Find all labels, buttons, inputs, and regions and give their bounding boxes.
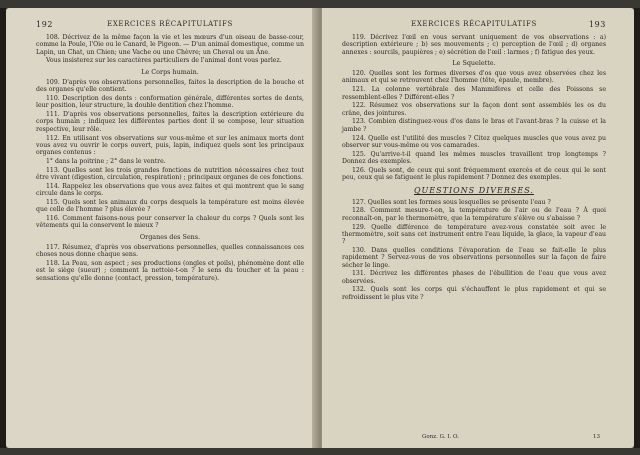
left-page-body <box>36 34 304 282</box>
paragraph: 117. Résumez, d'après vos observations personnelles, quelles connaissances ces choses nous donne chaque sens. <box>36 243 304 259</box>
paragraph: 113. Quelles sont les trois grandes fonctions de nutrition nécessaires chez tout être vivant (digestion, circulation, respiration) ; principaux organes de ces fonctions. <box>36 166 304 182</box>
paragraph: 109. D'après vos observations personnelles, faites la description de la bouche et des organes qu'elle contient. <box>36 78 304 94</box>
book-edge-right <box>634 8 640 448</box>
paragraph: 111. D'après vos observations personnelles, faites la description extérieure du corps humain ; indiquez les différentes parties dont il se compose, leur situation respective, leur rôle. <box>36 111 304 133</box>
paragraph: 121. La colonne vertébrale des Mammifères et celle des Poissons se ressemblent-elles ? Différent-elles ? <box>342 86 606 101</box>
running-head: EXERCICES RÉCAPITULATIFS <box>107 20 233 28</box>
paragraph: 124. Quelle est l'utilité des muscles ? Citez quelques muscles que vous avez pu observer sur vous-même ou vos camarades. <box>342 134 606 149</box>
left-page-header <box>36 20 304 34</box>
paragraph: 125. Qu'arrive-t-il quand les mêmes muscles travaillent trop longtemps ? Donnez des exemples. <box>342 150 606 165</box>
paragraph: 119. Décrivez l'œil en vous servant uniquement de vos observations : a) description extérieure ; b) ses mouvements ; c) perception de l'œil ; d) organes annexes : sourcils, paupières ; e) sécrétion de l'œil : larmes ; f) fatigue des yeux. <box>342 34 606 56</box>
paragraph: 128. Comment mesure-t-on, la température de l'air ou de l'eau ? À quoi reconnaît-on, par le thermomètre, que la température s'élève ou s'abaisse ? <box>342 207 606 222</box>
left-page <box>6 8 318 448</box>
section-heading: Le Corps humain. <box>141 67 199 76</box>
paragraph: 120. Quelles sont les formes diverses d'os que vous avez observées chez les animaux et qui se retrouvent chez l'homme (tête, épaule, membre). <box>342 70 606 85</box>
page-number: 192 <box>36 20 54 29</box>
page-number: 193 <box>588 20 606 29</box>
paragraph: 112. En utilisant vos observations sur vous-même et sur les animaux morts dont vous avez vu ouvrir le corps ouvert, puis, lapin, indiquez quels sont les principaux organes contenus : <box>36 134 304 157</box>
right-page-body <box>342 34 606 301</box>
running-head: EXERCICES RÉCAPITULATIFS <box>411 20 537 28</box>
paragraph: 114. Rappelez les observations que vous avez faites et qui montrent que le sang circule dans le corps. <box>36 182 304 198</box>
paragraph: 122. Résumez vos observations sur la façon dont sont assemblés les os du crâne, des jointures. <box>342 102 606 117</box>
paragraph: 123. Combien distinguez-vous d'os dans le bras et l'avant-bras ? la cuisse et la jambe ? <box>342 118 606 133</box>
right-page <box>322 8 634 448</box>
paragraph: 108. Décrivez de la même façon la vie et les mœurs d'un oiseau de basse-cour, comme la Poule, l'Oie ou le Canard, le Pigeon. — D'un animal domestique, comme un Lapin, un Chat, un Chien; une Vache ou une Chèvre; un Cheval ou un Âne. <box>36 34 304 56</box>
paragraph: 130. Dans quelles conditions l'évaporation de l'eau se fait-elle le plus rapidement ? Servez-vous de vos observations personnelles sur la façon de faire sécher le linge. <box>342 246 606 269</box>
paragraph: 127. Quelles sont les formes sous lesquelles se présente l'eau ? <box>352 198 551 206</box>
paragraph: 132. Quels sont les corps qui s'échauffent le plus rapidement et qui se refroidissent le plus vite ? <box>342 286 606 301</box>
paragraph: 110. Description des dents : conformation générale, différentes sortes de dents, leur position, leur structure, la double dentition chez l'homme. <box>36 95 304 110</box>
paragraph: Vous insisterez sur les caractères particuliers de l'animal dont vous parlez. <box>46 57 282 65</box>
paragraph: 118. La Peau, son aspect ; ses productions (ongles et poils), phénomène dont elle est le siège (sueur) ; comment la nettoie-t-on ? le sens du toucher et la peau : sensations qu'elle donne (contact, pression, température). <box>36 260 304 282</box>
paragraph: 115. Quels sont les animaux du corps desquels la température est moins élevée que celle de l'homme ? plus élevée ? <box>36 198 304 214</box>
paragraph: 129. Quelle différence de température avez-vous constatée soit avec le thermomètre, soit sans cet instrument entre l'eau liquide, la glace, la vapeur d'eau ? <box>342 223 606 246</box>
paragraph: 126. Quels sont, de ceux qui sont fréquemment exercés et de ceux qui le sont peu, ceux qui se fatiguent le plus rapidement ? Donnez des exemples. <box>342 166 606 182</box>
section-heading-large: QUESTIONS DIVERSES. <box>414 186 534 196</box>
footer-number: 13 <box>593 434 600 440</box>
paragraph: 1° dans la poitrine ; 2° dans le ventre. <box>46 157 166 165</box>
section-heading: Organes des Sens. <box>139 232 201 241</box>
section-heading: Le Squelette. <box>452 58 496 67</box>
paragraph: 131. Décrivez les différentes phases de l'ébullition de l'eau que vous avez observées. <box>342 270 606 285</box>
paragraph: 116. Comment faisons-nous pour conserver la chaleur du corps ? Quels sont les vêtements qui la conservent le mieux ? <box>36 215 304 230</box>
footer-signature: Gonz. G. I. O. <box>422 434 459 440</box>
right-page-header <box>342 20 606 34</box>
